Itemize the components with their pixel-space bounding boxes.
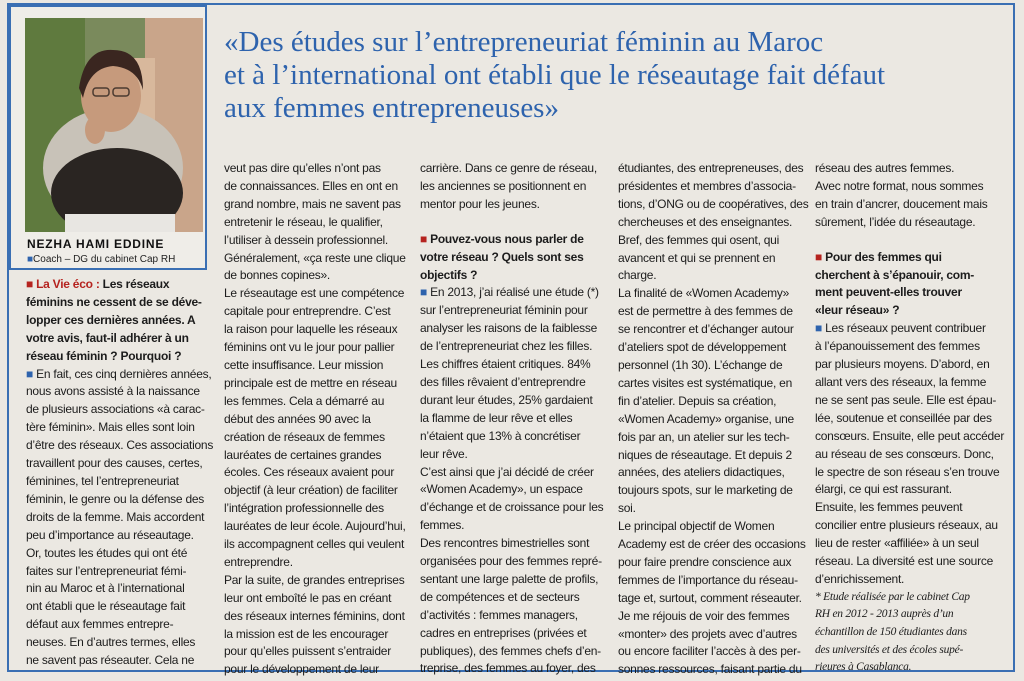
text-line-content: Les réseaux (99, 277, 170, 291)
text-line (618, 661, 808, 679)
text-line-content: réseau. La diversité est une source (815, 554, 994, 569)
text-line-content: est de permettre à des femmes de (618, 304, 793, 319)
text-line-content: soi. (618, 501, 636, 516)
text-line (224, 232, 406, 250)
text-line-content: Par la suite, de grandes entreprises (224, 572, 405, 587)
text-line-content: neuses. En d’autres termes, elles (26, 635, 196, 650)
text-line (815, 606, 1004, 624)
text-line (224, 250, 406, 268)
text-line-content: de plusieurs associations «à carac- (26, 402, 205, 417)
text-line (618, 572, 808, 590)
text-line-content: C’est ainsi que j’ai décidé de créer (420, 464, 594, 479)
text-line (618, 482, 808, 500)
text-line-content: faites sur l’entrepreneuriat fémi- (26, 563, 187, 578)
text-line-content: ou encore faciliter l’accès à des per- (618, 644, 801, 659)
text-line-content: réseau des autres femmes. (815, 161, 955, 175)
text-line-content: «leur réseau» ? (815, 303, 900, 318)
text-line (224, 267, 406, 285)
text-line (26, 616, 213, 634)
text-line-content: RH en 2012 - 2013 auprès d’un (815, 608, 954, 621)
text-line (618, 214, 808, 232)
text-line (815, 356, 1004, 374)
caption-name: NEZHA HAMI EDDINE (27, 237, 165, 251)
text-line (618, 536, 808, 554)
red-square-icon: ■ (26, 277, 37, 291)
text-line-content: écoles. Ces réseaux avaient pour (224, 465, 395, 480)
text-line-content: des universités et des écoles supé- (815, 643, 964, 656)
text-line (224, 536, 406, 554)
text-line-content: Généralement, «ça reste une clique (224, 250, 406, 265)
text-line (26, 330, 213, 348)
text-line (618, 178, 808, 196)
text-line-content: la raison pour laquelle les réseaux (224, 322, 398, 337)
text-line (815, 214, 1004, 232)
text-line (420, 196, 603, 214)
text-line-content: la mission est de les encourager (224, 626, 389, 641)
text-line (26, 348, 213, 366)
text-line (618, 196, 808, 214)
text-line-content: niques de réseautage. Et depuis 2 (618, 447, 792, 462)
text-line (420, 643, 603, 661)
text-line (815, 267, 1004, 285)
text-line-content: ne se sent pas seule. Elle est épau- (815, 392, 997, 407)
text-line-content: capitale pour entreprendre. C’est (224, 304, 391, 319)
text-line (420, 535, 603, 553)
text-line (815, 499, 1004, 517)
text-line-content: Les chiffres étaient critiques. 84% (420, 357, 591, 372)
text-line-content: tage et, surtout, comment réseauter. (618, 590, 802, 605)
text-line (815, 464, 1004, 482)
column-5 (815, 160, 1004, 677)
text-line (224, 429, 406, 447)
text-line (815, 446, 1004, 464)
text-line (26, 491, 213, 509)
text-line (618, 160, 808, 178)
text-line (224, 303, 406, 321)
text-line-content: lée, soutenue et conseillée par des (815, 410, 992, 425)
text-line-content: La finalité de «Women Academy» (618, 286, 790, 301)
text-line (420, 625, 603, 643)
text-line (420, 374, 603, 392)
text-line (420, 231, 603, 249)
text-line-content: échantillon de 150 étudiantes dans (815, 626, 967, 639)
quote-line: «Des études sur l’entrepreneuriat féminin au Maroc (224, 26, 824, 58)
text-line-content: En 2013, j’ai réalisé une étude (*) (430, 285, 599, 300)
text-line-content: charge. (618, 268, 657, 283)
text-line (618, 500, 808, 518)
text-line-content: mentor pour les jeunes. (420, 196, 540, 211)
text-line (618, 429, 808, 447)
text-line (420, 320, 603, 338)
text-line-content: ont établi que le réseautage fait (26, 599, 186, 614)
text-line (618, 608, 808, 626)
text-line-content: ne savent pas réseauter. Cela ne (26, 653, 195, 668)
text-line (420, 249, 603, 267)
text-line (224, 357, 406, 375)
column-2 (224, 160, 406, 679)
text-line-content: leur ont emboîté le pas en créant (224, 590, 392, 605)
text-line-content: objectifs ? (420, 267, 478, 282)
text-line-content: des filles rêvaient d’entreprendre (420, 374, 586, 389)
text-line-content: fois par an, un atelier sur les tech- (618, 429, 790, 444)
text-line-content: concilier entre plusieurs réseaux, au (815, 518, 998, 533)
text-line-content: nin au Maroc et à l’international (26, 581, 185, 596)
text-line (224, 214, 406, 232)
text-line-content: à l’épanouissement des femmes (815, 339, 980, 354)
text-line (815, 624, 1004, 642)
text-line-content: cadres en entreprises (privées et (420, 625, 587, 640)
text-line (815, 338, 1004, 356)
text-line (26, 366, 213, 384)
text-line (420, 356, 603, 374)
text-line (618, 303, 808, 321)
text-line-content: publiques), des femmes chefs d’en- (420, 643, 601, 658)
text-line (420, 446, 603, 464)
text-line (224, 375, 406, 393)
text-line (224, 482, 406, 500)
text-line (420, 589, 603, 607)
portrait-box (9, 5, 207, 270)
text-line-content: rieures à Casablanca. (815, 661, 912, 674)
text-line-content: tions, d’ONG ou de coopératives, des (618, 196, 809, 211)
text-line-content: droits de la femme. Mais accordent (26, 509, 205, 524)
text-line (618, 643, 808, 661)
text-line (815, 410, 1004, 428)
text-line (420, 410, 603, 428)
text-line (26, 527, 213, 545)
text-line-content: Academy est de créer des occasions (618, 537, 806, 552)
text-line-content: tère féminin». Mais elles sont loin (26, 420, 195, 435)
text-line-content: lopper ces dernières années. A (26, 312, 196, 327)
text-line-content: Ensuite, les femmes peuvent (815, 500, 963, 515)
text-line (618, 232, 808, 250)
text-line (815, 320, 1004, 338)
text-line (420, 481, 603, 499)
text-line-content: personnel (1h 30). L’échange de (618, 357, 783, 372)
text-line (420, 553, 603, 571)
text-line-content: élargi, ce qui est rassurant. (815, 482, 952, 497)
column-3 (420, 160, 603, 678)
text-line (815, 284, 1004, 302)
text-line-content: réseau féminin ? Pourquoi ? (26, 348, 182, 363)
text-line-content: Or, toutes les études qui ont été (26, 545, 188, 560)
text-line (618, 590, 808, 608)
text-line-content: Le principal objectif de Women (618, 519, 775, 534)
text-line-content: l’intégration professionnelle des (224, 501, 384, 516)
text-line (420, 571, 603, 589)
quote-line: et à l’international ont établi que le réseautage fait défaut (224, 59, 886, 91)
text-line (224, 196, 406, 214)
text-line-content: d’enrichissement. (815, 571, 905, 586)
text-line (618, 339, 808, 357)
text-line (420, 517, 603, 535)
text-line-content: pour faire prendre conscience aux (618, 554, 792, 569)
text-line (815, 392, 1004, 410)
text-line (618, 464, 808, 482)
text-line-content: veut pas dire qu’elles n’ont pas (224, 161, 381, 175)
red-square-icon: ■ (815, 249, 826, 264)
text-line-content: sûrement, l’idée du réseautage. (815, 214, 976, 229)
text-line-content: organisées pour des femmes repré- (420, 554, 602, 569)
blue-square-icon: ■ (26, 366, 37, 381)
text-line-content: femmes. (420, 518, 465, 533)
text-line-content: n’étaient que 13% à concrétiser (420, 428, 581, 443)
text-line-content: les femmes. Cela a démarré au (224, 393, 385, 408)
text-line (224, 590, 406, 608)
text-line (224, 393, 406, 411)
text-line (618, 554, 808, 572)
text-line-content: * Etude réalisée par le cabinet Cap (815, 590, 970, 603)
text-line-content: Avec notre format, nous sommes (815, 178, 984, 193)
text-line (618, 375, 808, 393)
text-line-content: la flamme de leur rêve et elles (420, 410, 573, 425)
text-line-content: «monter» des projets avec d’autres (618, 626, 797, 641)
text-line-content: par plusieurs moyens. D’abord, en (815, 357, 990, 372)
text-line (815, 160, 1004, 178)
text-line (26, 598, 213, 616)
text-line-content: années, des ateliers didactiques, (618, 465, 785, 480)
text-line-content: Pouvez-vous nous parler de (430, 231, 584, 246)
text-line-content: entreprendre. (224, 554, 293, 569)
text-line-content: féminin, le genre ou la défense des (26, 491, 205, 506)
text-line (26, 437, 213, 455)
text-line-content: de compétences et de secteurs (420, 589, 580, 604)
text-line (420, 284, 603, 302)
text-line-content: de connaissances. Elles en ont en (224, 178, 398, 193)
text-line-content: cherchent à s’épanouir, com- (815, 267, 975, 282)
text-line-content: objectif (à leur création) de faciliter (224, 483, 398, 498)
text-line-content: fin d’atelier. Depuis sa création, (618, 393, 777, 408)
text-line-content: sur l’entrepreneuriat féminin pour (420, 303, 588, 318)
text-line (815, 589, 1004, 607)
text-line (224, 285, 406, 303)
text-line (815, 428, 1004, 446)
text-line (224, 411, 406, 429)
text-line-content: nous avons assisté à la naissance (26, 384, 200, 399)
text-line (618, 250, 808, 268)
text-line-content: votre réseau ? Quels sont ses (420, 249, 584, 264)
text-line-content: travaillent pour des causes, certes, (26, 456, 203, 471)
text-line-content: féminines, tel l’entrepreneuriat (26, 473, 179, 488)
text-line (224, 572, 406, 590)
text-line (420, 660, 603, 678)
text-line (224, 661, 406, 679)
text-line (26, 580, 213, 598)
column-1 (26, 276, 213, 670)
text-line (618, 626, 808, 644)
text-line-content: ment peuvent-elles trouver (815, 285, 962, 300)
text-line (815, 571, 1004, 589)
text-line (815, 642, 1004, 660)
text-line (618, 411, 808, 429)
text-line (224, 464, 406, 482)
text-line (26, 312, 213, 330)
text-line (26, 276, 213, 294)
caption-role (27, 254, 175, 265)
text-line (618, 267, 808, 285)
text-line-content: toujours spots, sur le marketing de (618, 483, 793, 498)
text-line-content: d’échange et de croissance pour les (420, 500, 604, 515)
text-line-content: le spectre de son réseau s’en trouve (815, 464, 1000, 479)
text-line-content: Je me réjouis de voir des femmes (618, 608, 790, 623)
text-line-content: avancent et qui se prennent en (618, 250, 776, 265)
text-line (420, 267, 603, 285)
text-line-content: peu d’importance au réseautage. (26, 527, 194, 542)
text-line-content: de bonnes copines». (224, 268, 331, 283)
text-line (815, 553, 1004, 571)
text-line-content: grand nombre, mais ne savent pas (224, 196, 401, 211)
blue-square-icon: ■ (420, 285, 431, 300)
text-line-content: «Women Academy» organise, une (618, 411, 794, 426)
text-line-content: carrière. Dans ce genre de réseau, (420, 161, 597, 175)
text-line-content: Le réseautage est une compétence (224, 286, 405, 301)
text-line-content: votre avis, faut-il adhérer à un (26, 330, 189, 345)
text-line-content: au réseau de ses consœurs. Donc, (815, 446, 994, 461)
pull-quote (224, 26, 1014, 125)
text-line (815, 302, 1004, 320)
text-line-content: début des années 90 avec la (224, 411, 371, 426)
text-line (815, 374, 1004, 392)
text-line-content: lauréates de certaines grandes (224, 447, 382, 462)
text-line-content: Pour des femmes qui (825, 249, 942, 264)
text-line-content: «Women Academy», un espace (420, 482, 583, 497)
text-line-content: d’être des réseaux. Ces associations (26, 438, 214, 453)
text-line-content: pour le développement de leur (224, 662, 379, 677)
text-line (815, 481, 1004, 499)
text-line (618, 321, 808, 339)
blue-square-icon: ■ (27, 254, 34, 265)
text-line-content: chercheuses et des enseignantes. (618, 214, 793, 229)
text-line-content: Des rencontres bimestrielles sont (420, 536, 590, 551)
text-line-content: lieu de rester «affiliée» à un seul (815, 536, 979, 551)
text-line-content: analyser les raisons de la faiblesse (420, 321, 598, 336)
text-line-content: étudiantes, des entrepreneuses, des (618, 161, 804, 175)
text-line-content: sentant une large palette de profils, (420, 571, 599, 586)
text-line-content: défaut aux femmes entrepre- (26, 617, 174, 632)
quote-line: aux femmes entrepreneuses» (224, 92, 559, 124)
text-line (420, 302, 603, 320)
text-line (224, 321, 406, 339)
text-line (618, 393, 808, 411)
text-line (815, 535, 1004, 553)
text-line (815, 178, 1004, 196)
text-line-content: d’activités : femmes managers, (420, 607, 578, 622)
text-line (224, 626, 406, 644)
text-line (815, 659, 1004, 677)
text-line (420, 392, 603, 410)
text-line (224, 339, 406, 357)
text-line-content: d’ateliers spot de développement (618, 340, 787, 355)
text-line-content: ils accompagnent celles qui veulent (224, 537, 405, 552)
text-line-content: de l’entrepreneuriat chez les filles. (420, 339, 593, 354)
text-line (26, 563, 213, 581)
portrait-photo (25, 18, 203, 232)
text-line (26, 383, 213, 401)
text-line-content: des réseaux internes féminins, dont (224, 608, 405, 623)
text-line (420, 464, 603, 482)
text-line (224, 178, 406, 196)
text-line (26, 545, 213, 563)
text-line-content: leur rêve. (420, 446, 468, 461)
text-line-content: pour qu’elles puissent s’entraider (224, 644, 391, 659)
text-line-content: entretenir le réseau, le qualifier, (224, 214, 383, 229)
text-line-content: En fait, ces cinq dernières années, (36, 366, 212, 381)
text-line (815, 517, 1004, 535)
text-line-content: principale est de mettre en réseau (224, 375, 397, 390)
column-4 (618, 160, 808, 679)
text-line (26, 419, 213, 437)
text-line (420, 428, 603, 446)
red-prefix: La Vie éco : (36, 277, 100, 291)
text-line-content: femmes de l’importance du réseau- (618, 572, 798, 587)
text-line-content: cette insuffisance. Leur mission (224, 357, 384, 372)
text-line-content: durant leur études, 25% gardaient (420, 392, 593, 407)
text-line (420, 607, 603, 625)
text-line-content: féminins ont vu le jour pour pallier (224, 340, 395, 355)
text-line (618, 357, 808, 375)
caption-role-text: Coach – DG du cabinet Cap RH (33, 254, 176, 265)
text-line (26, 455, 213, 473)
text-line (420, 338, 603, 356)
text-line-content: Bref, des femmes qui osent, qui (618, 232, 779, 247)
red-square-icon: ■ (420, 231, 431, 246)
text-line-content: création de réseaux de femmes (224, 429, 385, 444)
text-line (26, 509, 213, 527)
text-line (815, 196, 1004, 214)
blue-square-icon: ■ (815, 321, 826, 336)
text-line (26, 634, 213, 652)
text-line-content: l’utiliser à dessein professionnel. (224, 232, 389, 247)
text-line-content: treprise, des femmes au foyer, des (420, 661, 596, 676)
text-line-content: lauréates de leur école. Aujourd’hui, (224, 519, 406, 534)
text-line-content: en train d’ancrer, doucement mais (815, 196, 988, 211)
text-line (26, 473, 213, 491)
text-line-content: présidentes et membres d’associa- (618, 178, 796, 193)
text-line (618, 447, 808, 465)
text-line-content: sonnes ressources, faisant partie du (618, 662, 802, 677)
text-line-content: Les réseaux peuvent contribuer (825, 321, 986, 336)
text-line-content: allant vers des réseaux, la femme (815, 374, 987, 389)
text-line-content: consœurs. Ensuite, elle peut accéder (815, 428, 1005, 443)
text-line (420, 160, 603, 178)
text-line-content: se rencontrer et d’échanger autour (618, 322, 794, 337)
text-line (224, 554, 406, 572)
text-line (26, 401, 213, 419)
text-line (26, 652, 213, 670)
text-line (420, 178, 603, 196)
text-line-content: féminins ne cessent de se déve- (26, 294, 202, 309)
text-line (618, 285, 808, 303)
text-line (815, 249, 1004, 267)
text-line (26, 294, 213, 312)
text-line (224, 608, 406, 626)
text-line-content: cartes visites est systématique, en (618, 375, 792, 390)
text-line (224, 643, 406, 661)
text-line-content: les anciennes se positionnent en (420, 178, 587, 193)
text-line (224, 447, 406, 465)
text-line (618, 518, 808, 536)
text-line (224, 518, 406, 536)
text-line (224, 160, 406, 178)
text-line (224, 500, 406, 518)
text-line (420, 499, 603, 517)
